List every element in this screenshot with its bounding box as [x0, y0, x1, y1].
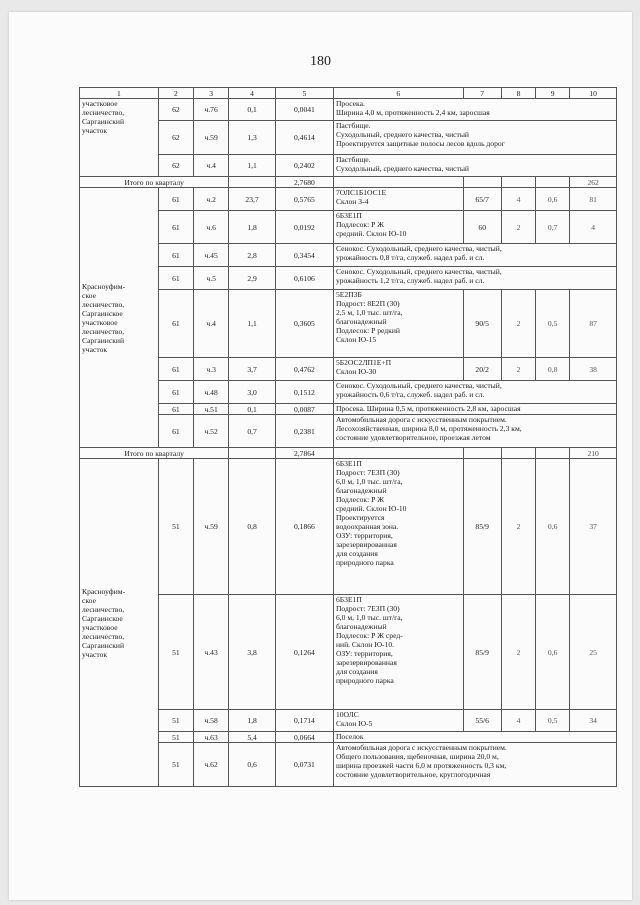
header-col-9: 9	[536, 88, 570, 99]
location-line: участковое	[82, 622, 118, 632]
location-cell	[80, 459, 159, 787]
location-line: участковое	[82, 317, 118, 327]
location-line: Саргаинское	[82, 308, 123, 318]
area-cell: 1,3	[229, 121, 276, 155]
total-empty	[463, 448, 501, 459]
description-line: благонадежный	[335, 317, 387, 326]
volume-cell: 0,2402	[275, 155, 333, 177]
col10-cell: 4	[570, 211, 617, 244]
area-cell: 2,9	[229, 267, 276, 290]
description-line: 6,0 м, 1,0 тыс. шт/га,	[335, 477, 403, 486]
total-empty	[333, 177, 463, 188]
description-line: природного парка	[335, 676, 394, 685]
volume-cell: 0,4762	[275, 358, 333, 381]
part-cell: ч.62	[194, 743, 229, 787]
description-cell	[333, 404, 616, 415]
table-row	[80, 244, 617, 267]
description-line: природного парка	[335, 558, 394, 567]
quarter-cell: 61	[158, 381, 193, 404]
area-cell: 1,8	[229, 710, 276, 732]
description-cell	[333, 267, 616, 290]
area-cell: 3,8	[229, 595, 276, 710]
description-cell	[333, 710, 463, 732]
location-cell	[80, 188, 159, 448]
description-line: ширина проезжей части 6,0 м протяженность 0,3 км,	[335, 761, 507, 770]
volume-cell: 0,3454	[275, 244, 333, 267]
total-col10: 262	[570, 177, 617, 188]
total-label: Итого по кварталу	[80, 448, 229, 459]
location-line: Красноуфим-	[82, 586, 126, 596]
area-cell: 0,8	[229, 459, 276, 595]
total-empty	[536, 448, 570, 459]
quarter-cell: 61	[158, 211, 193, 244]
quarter-cell: 61	[158, 244, 193, 267]
part-cell: ч.4	[194, 155, 229, 177]
location-line: лесничество,	[82, 631, 125, 641]
total-col10: 210	[570, 448, 617, 459]
total-empty	[536, 177, 570, 188]
location-line: участковое	[82, 99, 118, 108]
total-empty	[333, 448, 463, 459]
col7-cell: 90/5	[463, 290, 501, 358]
header-col-6: 6	[333, 88, 463, 99]
table-row	[80, 358, 617, 381]
description-line: средний. Склон Ю-10	[335, 229, 407, 238]
description-line: зарезервированная	[335, 540, 397, 549]
volume-cell: 0,3605	[275, 290, 333, 358]
header-col-7: 7	[463, 88, 501, 99]
description-line: Общего пользования, щебеночная, ширина 20,0 м,	[335, 752, 499, 761]
total-empty	[229, 448, 276, 459]
description-line: состояние удовлетворительное, проезжая летом	[335, 433, 491, 442]
col8-cell: 4	[501, 188, 535, 211]
description-line: Проектируется	[335, 513, 385, 522]
table-row	[80, 595, 617, 710]
location-line: Саргаинское	[82, 613, 123, 623]
part-cell: ч.43	[194, 595, 229, 710]
area-cell: 5,4	[229, 732, 276, 743]
description-line: урожайность 1,2 т/га, служеб. надел раб. и сл.	[335, 276, 485, 285]
part-cell: ч.5	[194, 267, 229, 290]
description-line: 10ОЛС	[335, 710, 359, 719]
location-line: лесничество,	[82, 108, 125, 117]
location-line: ское	[82, 595, 96, 605]
description-line: Подрост: 7Е3П (30)	[335, 468, 400, 477]
area-cell: 0,1	[229, 99, 276, 121]
col7-cell: 65/7	[463, 188, 501, 211]
col10-cell: 37	[570, 459, 617, 595]
description-cell	[333, 99, 616, 121]
table-row	[80, 381, 617, 404]
header-col-10: 10	[570, 88, 617, 99]
description-line: Склон З-4	[335, 197, 369, 206]
header-col-1: 1	[80, 88, 159, 99]
description-line: Склон Ю-5	[335, 719, 373, 728]
area-cell: 3,7	[229, 358, 276, 381]
total-row	[80, 177, 617, 188]
table-row	[80, 155, 617, 177]
part-cell: ч.2	[194, 188, 229, 211]
volume-cell: 0,0731	[275, 743, 333, 787]
part-cell: ч.59	[194, 121, 229, 155]
table-row	[80, 404, 617, 415]
location-line: лесничество,	[82, 299, 125, 309]
header-col-5: 5	[275, 88, 333, 99]
part-cell: ч.63	[194, 732, 229, 743]
description-line: водоохранная зона.	[335, 522, 399, 531]
description-line: Лесохозяйственная, ширина 8,0 м, протяженность 2,3 км,	[335, 424, 522, 433]
total-empty	[229, 177, 276, 188]
description-line: 2,5 м, 1,0 тыс. шт/га,	[335, 308, 403, 317]
total-row	[80, 448, 617, 459]
area-cell: 2,8	[229, 244, 276, 267]
total-empty	[501, 448, 535, 459]
description-line: Сенокос. Суходольный, среднего качества, чистый,	[335, 244, 502, 253]
table-row	[80, 267, 617, 290]
col7-cell: 85/9	[463, 459, 501, 595]
document-page	[9, 12, 632, 900]
col9-cell: 0,6	[536, 188, 570, 211]
description-line: Просека. Ширина 0,5 м, протяженность 2,8 км, заросшая	[335, 404, 521, 413]
description-line: 6,0 м, 1,0 тыс. шт/га,	[335, 613, 403, 622]
quarter-cell: 61	[158, 415, 193, 448]
description-line: Подлесок: Р Ж	[335, 495, 385, 504]
col7-cell: 85/9	[463, 595, 501, 710]
col10-cell: 34	[570, 710, 617, 732]
description-line: Пастбище.	[335, 155, 371, 164]
description-line: Сенокос. Суходольный, среднего качества, чистый,	[335, 267, 502, 276]
location-line: Саргаинский	[82, 117, 125, 126]
description-cell	[333, 459, 463, 595]
description-line: Просека.	[335, 99, 365, 108]
header-col-8: 8	[501, 88, 535, 99]
location-line: участок	[82, 344, 108, 354]
description-line: Подлесок: Р Ж	[335, 220, 385, 229]
area-cell: 1,1	[229, 290, 276, 358]
total-volume: 2,7864	[275, 448, 333, 459]
part-cell: ч.48	[194, 381, 229, 404]
location-line: Красноуфим-	[82, 281, 126, 291]
description-line: Подрост: 7Е3П (30)	[335, 604, 400, 613]
description-line: Склон Ю-30	[335, 367, 377, 376]
description-line: Поселок	[335, 732, 364, 741]
description-cell	[333, 732, 616, 743]
location-line: Саргаинский	[82, 335, 125, 345]
volume-cell: 0,0192	[275, 211, 333, 244]
description-line: 6Б3Е1П	[335, 459, 362, 468]
table-row	[80, 121, 617, 155]
total-empty	[463, 177, 501, 188]
col8-cell: 2	[501, 211, 535, 244]
description-cell	[333, 415, 616, 448]
col9-cell: 0,5	[536, 710, 570, 732]
table-row	[80, 290, 617, 358]
part-cell: ч.4	[194, 290, 229, 358]
col9-cell: 0,6	[536, 595, 570, 710]
table-row	[80, 710, 617, 732]
total-volume: 2,7680	[275, 177, 333, 188]
description-line: ний. Склон Ю-10.	[335, 640, 395, 649]
col9-cell: 0,5	[536, 290, 570, 358]
col8-cell: 2	[501, 595, 535, 710]
page-number: 180	[310, 54, 331, 69]
col8-cell: 2	[501, 290, 535, 358]
description-line: ОЗУ: территория,	[335, 649, 393, 658]
description-line: зарезервированная	[335, 658, 397, 667]
description-line: Подлесок: Р Ж сред-	[335, 631, 403, 640]
header-col-4: 4	[229, 88, 276, 99]
volume-cell: 0,4614	[275, 121, 333, 155]
area-cell: 0,1	[229, 404, 276, 415]
description-line: Склон Ю-15	[335, 335, 377, 344]
location-line: участок	[82, 126, 108, 135]
col9-cell: 0,7	[536, 211, 570, 244]
volume-cell: 0,1714	[275, 710, 333, 732]
part-cell: ч.52	[194, 415, 229, 448]
col10-cell: 81	[570, 188, 617, 211]
header-col-3: 3	[194, 88, 229, 99]
description-line: Сенокос. Суходольный, среднего качества, чистый,	[335, 381, 502, 390]
col10-cell: 25	[570, 595, 617, 710]
description-line: 5Е2П3Б	[335, 290, 362, 299]
col9-cell: 0,6	[536, 459, 570, 595]
header-col-2: 2	[158, 88, 193, 99]
description-cell	[333, 244, 616, 267]
quarter-cell: 51	[158, 732, 193, 743]
part-cell: ч.6	[194, 211, 229, 244]
area-cell: 0,7	[229, 415, 276, 448]
part-cell: ч.45	[194, 244, 229, 267]
description-cell	[333, 381, 616, 404]
col8-cell: 2	[501, 459, 535, 595]
description-line: для создания	[335, 549, 378, 558]
table-row	[80, 415, 617, 448]
part-cell: ч.51	[194, 404, 229, 415]
volume-cell: 0,0041	[275, 99, 333, 121]
table-row	[80, 732, 617, 743]
description-cell	[333, 358, 463, 381]
description-cell	[333, 155, 616, 177]
table-header-row	[80, 88, 617, 99]
description-line: урожайность 0,6 т/га, служеб. надел раб. и сл.	[335, 390, 485, 399]
volume-cell: 0,1264	[275, 595, 333, 710]
description-line: 7ОЛС1Б1ОС1Е	[335, 188, 387, 197]
col7-cell: 55/6	[463, 710, 501, 732]
location-line: участок	[82, 649, 108, 659]
quarter-cell: 62	[158, 155, 193, 177]
description-line: Суходольный, среднего качества, чистый	[335, 164, 469, 173]
table-row	[80, 99, 617, 121]
quarter-cell: 62	[158, 99, 193, 121]
description-cell	[333, 121, 616, 155]
description-line: Проектируется защитные полосы лесов вдоль дорог	[335, 139, 505, 148]
quarter-cell: 51	[158, 459, 193, 595]
table-row	[80, 211, 617, 244]
volume-cell: 0,1512	[275, 381, 333, 404]
total-empty	[501, 177, 535, 188]
quarter-cell: 51	[158, 710, 193, 732]
description-line: Пастбище.	[335, 121, 371, 130]
description-line: Подрост: 8Е2П (30)	[335, 299, 400, 308]
col7-cell: 60	[463, 211, 501, 244]
quarter-cell: 61	[158, 267, 193, 290]
description-line: урожайность 0,8 т/га, служеб. надел раб. и сл.	[335, 253, 485, 262]
quarter-cell: 51	[158, 595, 193, 710]
area-cell: 0,6	[229, 743, 276, 787]
total-label: Итого по кварталу	[80, 177, 229, 188]
table-row	[80, 743, 617, 787]
description-line: благонадежный	[335, 622, 387, 631]
forest-table	[79, 87, 617, 787]
description-line: благонадежный	[335, 486, 387, 495]
col8-cell: 4	[501, 710, 535, 732]
location-line: лесничество,	[82, 604, 125, 614]
description-cell	[333, 595, 463, 710]
location-cell	[80, 99, 159, 177]
volume-cell: 0,1866	[275, 459, 333, 595]
quarter-cell: 61	[158, 358, 193, 381]
col10-cell: 87	[570, 290, 617, 358]
volume-cell: 0,0664	[275, 732, 333, 743]
quarter-cell: 61	[158, 188, 193, 211]
col8-cell: 2	[501, 358, 535, 381]
part-cell: ч.58	[194, 710, 229, 732]
description-cell	[333, 290, 463, 358]
col9-cell: 0,8	[536, 358, 570, 381]
part-cell: ч.76	[194, 99, 229, 121]
description-line: Автомобильная дорога с искусственным покрытием.	[335, 415, 507, 424]
description-cell	[333, 188, 463, 211]
volume-cell: 0,2381	[275, 415, 333, 448]
location-line: Саргаинский	[82, 640, 125, 650]
description-cell	[333, 211, 463, 244]
col7-cell: 20/2	[463, 358, 501, 381]
volume-cell: 0,0087	[275, 404, 333, 415]
description-line: состояние удовлетворительное, круглогодичная	[335, 770, 491, 779]
description-line: Подлесок: Р редкий	[335, 326, 400, 335]
volume-cell: 0,5765	[275, 188, 333, 211]
col10-cell: 38	[570, 358, 617, 381]
description-line: для создания	[335, 667, 378, 676]
part-cell: ч.59	[194, 459, 229, 595]
table-row	[80, 459, 617, 595]
quarter-cell: 51	[158, 743, 193, 787]
description-line: 6Б3Е1П	[335, 211, 362, 220]
area-cell: 1,1	[229, 155, 276, 177]
description-line: Автомобильная дорога с искусственным покрытием.	[335, 743, 507, 752]
area-cell: 23,7	[229, 188, 276, 211]
quarter-cell: 61	[158, 404, 193, 415]
description-line: 6Б3Е1П	[335, 595, 362, 604]
description-cell	[333, 743, 616, 787]
location-line: лесничество,	[82, 326, 125, 336]
quarter-cell: 62	[158, 121, 193, 155]
volume-cell: 0,6106	[275, 267, 333, 290]
description-line: ОЗУ: территория,	[335, 531, 393, 540]
area-cell: 1,8	[229, 211, 276, 244]
description-line: средний. Склон Ю-10	[335, 504, 407, 513]
part-cell: ч.3	[194, 358, 229, 381]
table-row	[80, 188, 617, 211]
description-line: Суходольный, среднего качества, чистый	[335, 130, 469, 139]
description-line: 5Б2ОС2ЛП1Е+П	[335, 358, 392, 367]
description-line: Ширина 4,0 м, протяженность 2,4 км, заросшая	[335, 108, 490, 117]
location-line: ское	[82, 290, 96, 300]
area-cell: 3,0	[229, 381, 276, 404]
quarter-cell: 61	[158, 290, 193, 358]
